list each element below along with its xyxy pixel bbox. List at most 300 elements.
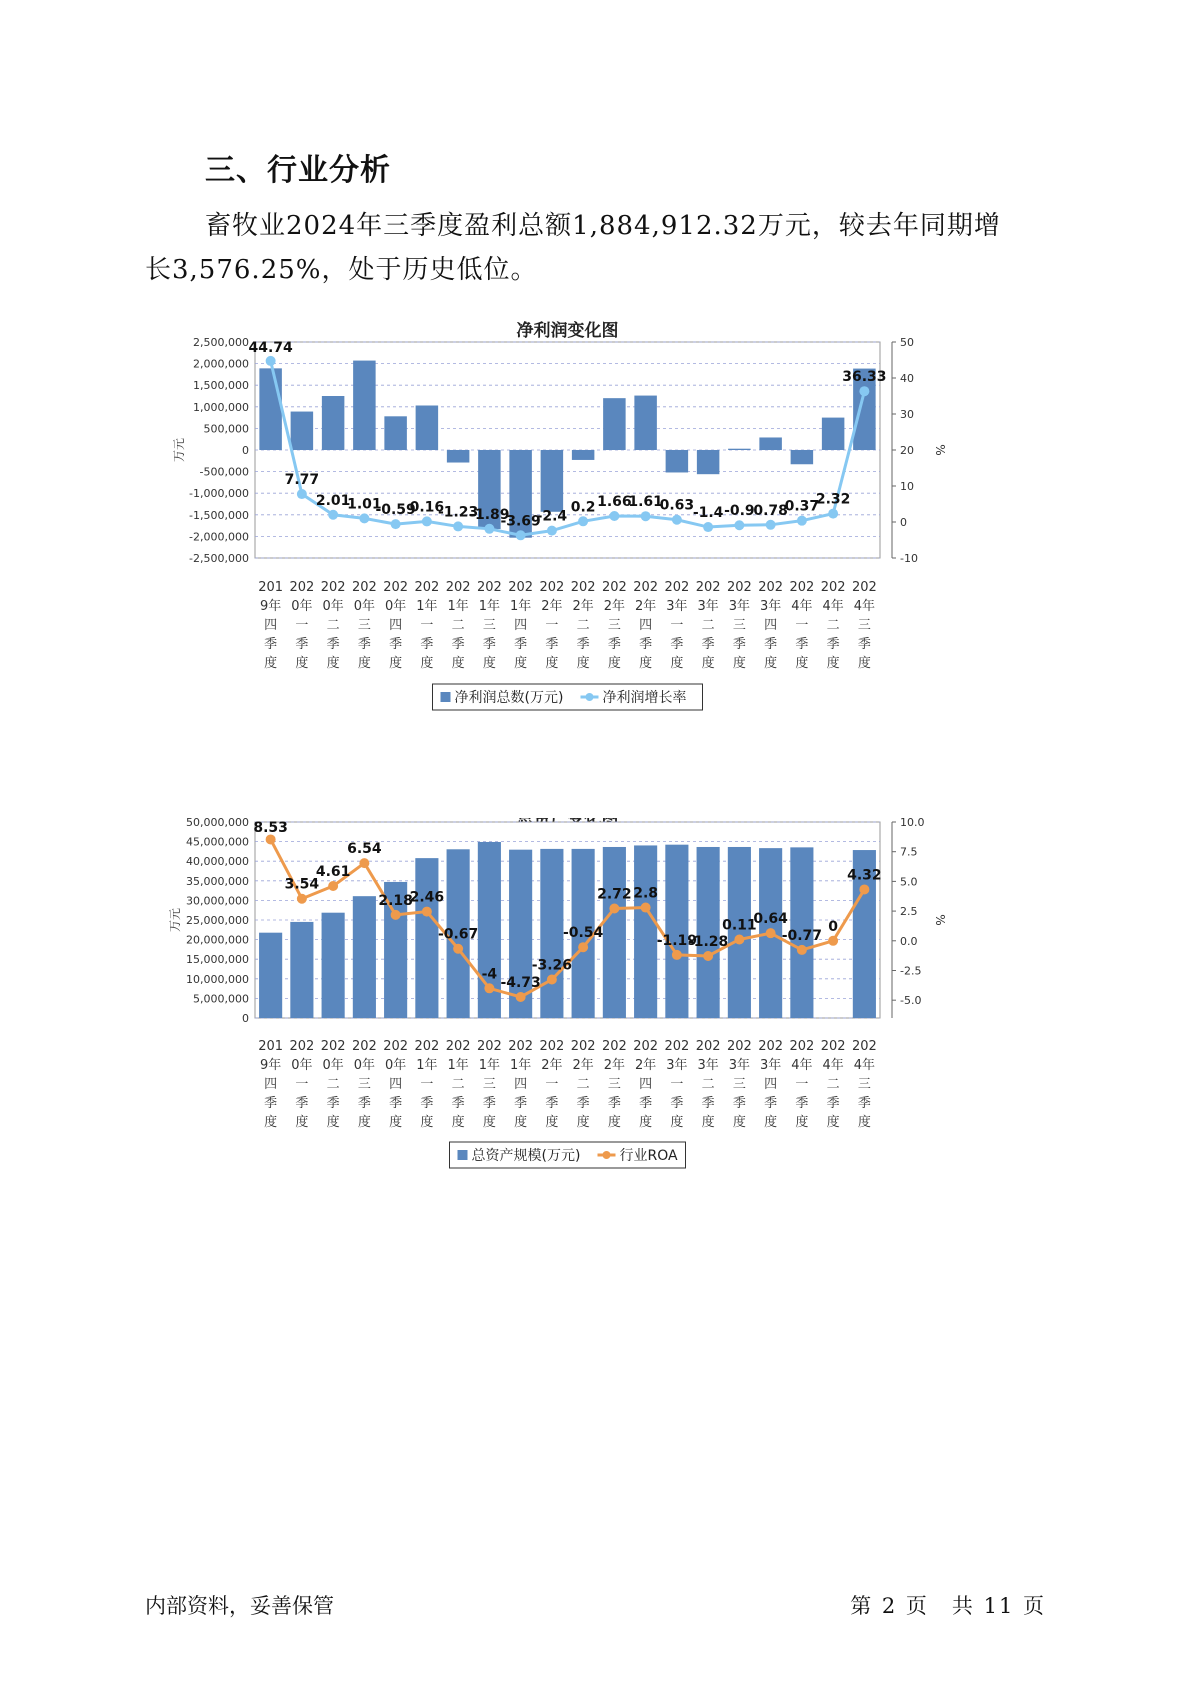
c1-x-tick-label: 1年: [447, 599, 469, 614]
c1-bar: [697, 450, 720, 474]
c1-x-tick-label: 202: [789, 580, 815, 595]
c1-data-label: 0.78: [753, 502, 788, 519]
c1-x-tick-label: 四: [514, 618, 528, 633]
c2-data-label: 2.72: [597, 886, 632, 903]
footer-confidential-note: 内部资料，妥善保管: [145, 1594, 334, 1618]
c2-x-tick-label: 9年: [259, 1058, 282, 1073]
c1-data-label: 1.01: [347, 496, 382, 513]
c2-x-tick-label: 202: [695, 1039, 721, 1054]
c1-x-tick-label: 度: [857, 656, 871, 671]
c2-x-tick-label: 202: [789, 1039, 815, 1054]
c1-x-tick-label: 3年: [666, 599, 688, 614]
c1-data-label: 1.66: [597, 494, 632, 511]
c2-y-tick-label: 15,000,000: [186, 953, 249, 967]
c2-bar: [259, 933, 282, 1018]
c1-x-tick-label: 四: [764, 618, 778, 633]
c2-data-label: -0.54: [562, 925, 604, 942]
c2-y-tick-label: 20,000,000: [186, 933, 249, 947]
c1-x-tick-label: 202: [539, 580, 565, 595]
c1-x-tick-label: 202: [289, 580, 315, 595]
c1-bar: [322, 396, 345, 450]
c2-x-tick-label: 季: [295, 1096, 309, 1111]
c1-x-tick-label: 202: [351, 580, 377, 595]
c1-data-label: 0.2: [570, 499, 596, 516]
c1-x-tick-label: 202: [758, 580, 784, 595]
c1-x-tick-label: 2年: [572, 599, 594, 614]
c1-x-tick-label: 三: [482, 618, 496, 633]
c2-x-tick-label: 季: [701, 1096, 715, 1111]
c2-y-tick-label: 50,000,000: [186, 818, 249, 829]
c2-x-tick-label: 度: [764, 1115, 778, 1130]
c2-x-tick-label: 度: [795, 1115, 809, 1130]
c1-x-tick-label: 季: [795, 637, 809, 652]
c1-line-point: [609, 511, 619, 521]
c1-title: 净利润变化图: [516, 321, 619, 341]
c2-x-tick-label: 度: [514, 1115, 528, 1130]
c1-x-tick-label: 202: [851, 580, 877, 595]
c1-data-label: 36.33: [842, 369, 887, 386]
c2-x-tick-label: 202: [414, 1039, 440, 1054]
c2-x-tick-label: 季: [451, 1096, 465, 1111]
c2-x-tick-label: 202: [445, 1039, 471, 1054]
c2-x-tick-label: 度: [451, 1115, 465, 1130]
c1-x-tick-label: 度: [420, 656, 434, 671]
c1-y2-axis-label: %: [933, 444, 947, 456]
c1-x-tick-label: 202: [601, 580, 627, 595]
c2-x-tick-label: 三: [482, 1077, 496, 1092]
c1-x-tick-label: 季: [451, 637, 465, 652]
c1-x-tick-label: 三: [607, 618, 621, 633]
c2-line-point: [859, 884, 869, 894]
c2-line-point: [609, 903, 619, 913]
c1-data-label: -0.9: [724, 503, 755, 520]
c2-x-tick-label: 四: [389, 1077, 403, 1092]
c1-x-tick-label: 季: [389, 637, 403, 652]
c2-y2-axis-label: %: [933, 914, 947, 926]
c2-y2-tick-label: -5.0: [900, 994, 922, 1008]
c1-x-tick-label: 0年: [353, 599, 376, 614]
c2-x-tick-label: 一: [795, 1077, 809, 1092]
c2-legend-line-marker: [603, 1151, 611, 1159]
c2-x-tick-label: 度: [732, 1115, 746, 1130]
c2-line-point: [672, 950, 682, 960]
c2-x-tick-label: 202: [508, 1039, 534, 1054]
c2-x-tick-label: 二: [326, 1077, 340, 1092]
c1-data-label: 2.01: [315, 492, 351, 509]
c2-y-tick-label: 30,000,000: [186, 894, 249, 908]
c2-y2-tick-label: 7.5: [900, 845, 918, 859]
c2-legend-bar-swatch: [458, 1150, 468, 1160]
c1-y2-tick-label: 30: [900, 408, 914, 421]
c1-line-point: [641, 511, 651, 521]
c1-x-tick-label: 季: [420, 637, 434, 652]
c1-y-tick-label: 1,000,000: [193, 400, 249, 414]
summary-paragraph: 畜牧业2024年三季度盈利总额1,884,912.32万元，较去年同期增长3,576.25%，处于历史低位。: [145, 211, 1001, 285]
c1-y-tick-label: 2,500,000: [193, 336, 249, 349]
c1-x-tick-label: 度: [576, 656, 590, 671]
c1-legend-line-marker: [586, 693, 594, 701]
c1-x-tick-label: 度: [389, 656, 403, 671]
c1-x-tick-label: 度: [514, 656, 528, 671]
c1-x-tick-label: 季: [826, 637, 840, 652]
c2-x-tick-label: 度: [482, 1115, 496, 1130]
c1-line-point: [453, 521, 463, 531]
c2-x-tick-label: 202: [758, 1039, 784, 1054]
c2-x-tick-label: 一: [670, 1077, 684, 1092]
c1-x-tick-label: 202: [383, 580, 409, 595]
c1-bar: [291, 412, 314, 450]
c2-y2-tick-label: -2.5: [900, 964, 922, 978]
c2-x-tick-label: 季: [482, 1096, 496, 1111]
c1-x-tick-label: 度: [545, 656, 559, 671]
c1-bar: [416, 406, 439, 450]
c1-x-tick-label: 一: [795, 618, 809, 633]
c2-x-tick-label: 2年: [634, 1058, 657, 1073]
c1-x-tick-label: 202: [695, 580, 721, 595]
c2-x-tick-label: 二: [576, 1077, 590, 1092]
c2-x-tick-label: 202: [476, 1039, 502, 1054]
c1-bar: [541, 450, 564, 512]
c1-x-tick-label: 度: [295, 656, 309, 671]
c1-x-tick-label: 一: [545, 618, 559, 633]
c1-y-tick-label: 0: [242, 444, 249, 457]
c2-x-tick-label: 3年: [697, 1058, 719, 1073]
c2-x-tick-label: 季: [389, 1096, 403, 1111]
c1-bar: [353, 361, 376, 450]
c2-x-tick-label: 季: [826, 1096, 840, 1111]
c1-x-tick-label: 二: [701, 618, 715, 633]
c1-line-point: [359, 513, 369, 523]
c2-x-tick-label: 二: [451, 1077, 465, 1092]
c2-x-tick-label: 一: [295, 1077, 309, 1092]
c2-y-tick-label: 35,000,000: [186, 874, 249, 888]
c1-x-tick-label: 度: [264, 656, 278, 671]
c1-bar: [666, 450, 689, 472]
c2-legend-line-label: 行业ROA: [619, 1148, 678, 1164]
c2-y-tick-label: 10,000,000: [186, 972, 249, 986]
c2-y2-tick-label: 5.0: [900, 875, 918, 889]
c2-x-tick-label: 四: [764, 1077, 778, 1092]
c1-x-tick-label: 1年: [416, 599, 438, 614]
c2-x-tick-label: 季: [795, 1096, 809, 1111]
c1-x-tick-label: 0年: [384, 599, 407, 614]
c1-line-point: [734, 520, 744, 530]
c1-x-tick-label: 三: [857, 618, 871, 633]
c1-x-tick-label: 季: [482, 637, 496, 652]
c2-data-label: 0.64: [753, 911, 788, 928]
c2-data-label: 4.61: [315, 864, 351, 881]
c2-x-tick-label: 季: [764, 1096, 778, 1111]
c1-x-tick-label: 202: [445, 580, 471, 595]
c1-x-tick-label: 202: [476, 580, 502, 595]
c2-bar: [697, 847, 720, 1018]
c2-data-label: -4: [481, 966, 498, 983]
c2-x-tick-label: 202: [851, 1039, 877, 1054]
c1-line-point: [578, 516, 588, 526]
c1-legend: [433, 684, 703, 710]
c2-x-tick-label: 一: [545, 1077, 559, 1092]
c2-x-tick-label: 度: [607, 1115, 621, 1130]
c2-x-tick-label: 202: [320, 1039, 346, 1054]
c1-data-label: 44.74: [248, 340, 293, 356]
c2-bar: [603, 847, 626, 1018]
c2-x-tick-label: 202: [570, 1039, 596, 1054]
c2-x-tick-label: 202: [820, 1039, 846, 1054]
c2-line-point: [516, 992, 526, 1002]
c1-x-tick-label: 1年: [478, 599, 501, 614]
c1-x-tick-label: 二: [576, 618, 590, 633]
c2-x-tick-label: 度: [576, 1115, 590, 1130]
c1-x-tick-label: 季: [514, 637, 528, 652]
c1-x-tick-label: 季: [357, 637, 371, 652]
c2-x-tick-label: 四: [264, 1077, 278, 1092]
c1-line-point: [266, 356, 276, 366]
c2-x-tick-label: 3年: [759, 1058, 782, 1073]
c2-x-tick-label: 202: [633, 1039, 659, 1054]
c1-x-tick-label: 度: [482, 656, 496, 671]
c1-y-tick-label: -2,000,000: [189, 530, 249, 544]
c1-x-tick-label: 0年: [322, 599, 344, 614]
c1-y-tick-label: -500,000: [199, 465, 249, 479]
c2-data-label: 2.18: [378, 892, 413, 909]
c1-y-tick-label: -2,500,000: [189, 552, 249, 565]
c2-x-tick-label: 度: [357, 1115, 371, 1130]
c1-x-tick-label: 202: [508, 580, 534, 595]
c2-line-point: [484, 983, 494, 993]
c2-y2-tick-label: 10.0: [900, 818, 925, 829]
c2-x-tick-label: 1年: [416, 1058, 438, 1073]
c1-line-point: [516, 530, 526, 540]
c2-x-tick-label: 度: [264, 1115, 278, 1130]
c1-line-point: [859, 386, 869, 396]
c2-x-tick-label: 度: [420, 1115, 434, 1130]
c2-x-tick-label: 度: [701, 1115, 715, 1130]
c1-line-point: [797, 516, 807, 526]
c1-data-label: 0.37: [784, 498, 820, 515]
c1-y-tick-label: 500,000: [203, 422, 249, 436]
c1-y-tick-label: -1,500,000: [189, 508, 249, 522]
c2-data-label: -0.77: [781, 927, 823, 944]
c1-bar: [759, 437, 782, 450]
c1-x-tick-label: 201: [258, 580, 284, 595]
c1-x-tick-label: 度: [670, 656, 684, 671]
c1-data-label: -2.4: [536, 508, 568, 525]
c1-x-tick-label: 4年: [791, 599, 813, 614]
c2-x-tick-label: 202: [289, 1039, 315, 1054]
c1-x-tick-label: 一: [670, 618, 684, 633]
c1-x-tick-label: 四: [389, 618, 403, 633]
c2-x-tick-label: 3年: [666, 1058, 688, 1073]
c1-data-label: 7.77: [284, 472, 320, 489]
c2-x-tick-label: 季: [514, 1096, 528, 1111]
c2-y-tick-label: 25,000,000: [186, 914, 249, 927]
c1-legend-bar-swatch: [441, 692, 451, 702]
c1-bar: [572, 450, 595, 460]
c2-x-tick-label: 202: [383, 1039, 409, 1054]
c2-bar: [540, 849, 563, 1018]
c1-x-tick-label: 202: [820, 580, 846, 595]
c1-x-tick-label: 季: [701, 637, 715, 652]
c2-x-tick-label: 季: [670, 1096, 684, 1111]
c1-line-point: [328, 510, 338, 520]
c2-bar: [322, 913, 345, 1018]
c1-bar: [259, 368, 282, 450]
c1-line-point: [391, 519, 401, 529]
c2-bar: [353, 896, 376, 1018]
c1-y-tick-label: -1,000,000: [189, 487, 249, 501]
c2-line-point: [703, 951, 713, 961]
c1-x-tick-label: 2年: [603, 599, 626, 614]
c1-y2-tick-label: 40: [900, 372, 914, 385]
c1-x-tick-label: 二: [326, 618, 340, 633]
c1-x-tick-label: 度: [326, 656, 340, 671]
c2-line-point: [828, 936, 838, 946]
c2-line-point: [453, 944, 463, 954]
c1-x-tick-label: 季: [764, 637, 778, 652]
c2-x-tick-label: 季: [857, 1096, 871, 1111]
total-assets-chart: [160, 818, 1060, 1278]
c1-x-tick-label: 季: [639, 637, 653, 652]
c2-x-tick-label: 季: [639, 1096, 653, 1111]
c2-x-tick-label: 三: [607, 1077, 621, 1092]
c1-data-label: 0.63: [659, 497, 695, 514]
c2-x-tick-label: 季: [607, 1096, 621, 1111]
c2-x-tick-label: 二: [701, 1077, 715, 1092]
c2-x-tick-label: 1年: [447, 1058, 469, 1073]
c2-y-tick-label: 0: [242, 1012, 249, 1025]
c2-x-tick-label: 2年: [603, 1058, 626, 1073]
c2-x-tick-label: 度: [826, 1115, 840, 1130]
c2-x-tick-label: 1年: [478, 1058, 501, 1073]
c1-y2-tick-label: 50: [900, 336, 914, 349]
c1-x-tick-label: 季: [607, 637, 621, 652]
c1-y-tick-label: 2,000,000: [193, 357, 249, 371]
c2-x-tick-label: 202: [664, 1039, 690, 1054]
c2-data-label: -0.67: [437, 926, 479, 943]
c1-data-label: -1.4: [692, 505, 724, 522]
c2-data-label: 2.8: [633, 885, 659, 902]
c2-x-tick-label: 三: [357, 1077, 371, 1092]
c2-x-tick-label: 0年: [353, 1058, 376, 1073]
c1-x-tick-label: 4年: [853, 599, 876, 614]
c2-data-label: 8.53: [253, 820, 288, 836]
c1-data-label: -1.23: [437, 504, 479, 521]
c1-line-point: [547, 526, 557, 536]
c1-x-tick-label: 9年: [259, 599, 282, 614]
net-profit-chart-svg: [160, 320, 1060, 770]
c1-line-point: [703, 522, 713, 532]
c1-x-tick-label: 季: [732, 637, 746, 652]
footer-page-number: 第 2 页 共 11 页: [850, 1594, 1046, 1618]
c1-bar: [791, 450, 814, 464]
c2-x-tick-label: 1年: [509, 1058, 532, 1073]
c1-x-tick-label: 度: [451, 656, 465, 671]
c1-x-tick-label: 季: [295, 637, 309, 652]
c2-x-tick-label: 四: [514, 1077, 528, 1092]
c1-x-tick-label: 度: [701, 656, 715, 671]
c2-line-point: [297, 894, 307, 904]
c1-y-tick-label: 1,500,000: [193, 379, 249, 393]
c2-x-tick-label: 4年: [853, 1058, 876, 1073]
c2-line-point: [766, 928, 776, 938]
c2-x-tick-label: 二: [826, 1077, 840, 1092]
c1-y2-tick-label: 0: [900, 516, 907, 529]
c2-x-tick-label: 202: [351, 1039, 377, 1054]
c1-x-tick-label: 2年: [634, 599, 657, 614]
c2-data-label: -4.73: [500, 974, 541, 991]
c1-bar: [447, 450, 470, 463]
c2-line-point: [422, 907, 432, 917]
c2-x-tick-label: 一: [420, 1077, 434, 1092]
c1-y2-tick-label: 20: [900, 444, 914, 457]
section-heading: 三、行业分析: [205, 153, 391, 188]
c1-x-tick-label: 3年: [728, 599, 751, 614]
c2-x-tick-label: 2年: [572, 1058, 594, 1073]
c2-y2-tick-label: 2.5: [900, 905, 918, 919]
c1-line-point: [484, 524, 494, 534]
c1-x-tick-label: 季: [326, 637, 340, 652]
c1-data-label: 1.61: [628, 494, 663, 511]
c1-bar: [822, 418, 845, 450]
c1-x-tick-label: 202: [320, 580, 346, 595]
c1-x-tick-label: 一: [295, 618, 309, 633]
c2-line-point: [641, 903, 651, 913]
c1-x-tick-label: 202: [633, 580, 659, 595]
c2-line-point: [578, 942, 588, 952]
c1-x-tick-label: 度: [764, 656, 778, 671]
c2-x-tick-label: 度: [389, 1115, 403, 1130]
c1-bar: [384, 416, 407, 450]
c1-x-tick-label: 3年: [759, 599, 782, 614]
c2-data-label: 2.46: [409, 889, 445, 906]
c1-x-tick-label: 202: [726, 580, 752, 595]
c2-y-tick-label: 45,000,000: [186, 835, 249, 849]
c2-x-tick-label: 度: [545, 1115, 559, 1130]
c2-x-tick-label: 4年: [822, 1058, 844, 1073]
c2-line-point: [797, 945, 807, 955]
c1-legend-bar-label: 净利润总数(万元): [454, 690, 564, 706]
c2-x-tick-label: 度: [639, 1115, 653, 1130]
c1-x-tick-label: 度: [357, 656, 371, 671]
c2-y-axis-label: 万元: [168, 907, 182, 933]
c2-y2-tick-label: 0.0: [900, 934, 918, 948]
c2-x-tick-label: 0年: [291, 1058, 313, 1073]
c2-line-point: [734, 934, 744, 944]
c1-x-tick-label: 二: [451, 618, 465, 633]
total-assets-chart-svg: [160, 818, 1060, 1278]
c2-data-label: -1.19: [656, 932, 698, 949]
c2-data-label: 0: [828, 918, 838, 935]
c1-x-tick-label: 季: [670, 637, 684, 652]
c2-x-tick-label: 季: [732, 1096, 746, 1111]
c1-x-tick-label: 度: [639, 656, 653, 671]
c2-bar: [415, 858, 438, 1018]
c1-x-tick-label: 度: [826, 656, 840, 671]
c1-x-tick-label: 一: [420, 618, 434, 633]
c2-data-label: 3.54: [284, 876, 320, 893]
c2-x-tick-label: 201: [258, 1039, 284, 1054]
c1-x-tick-label: 二: [826, 618, 840, 633]
c2-x-tick-label: 季: [420, 1096, 434, 1111]
c1-x-tick-label: 4年: [822, 599, 844, 614]
c2-x-tick-label: 度: [295, 1115, 309, 1130]
c1-y2-tick-label: 10: [900, 480, 914, 493]
c1-x-tick-label: 度: [732, 656, 746, 671]
c2-x-tick-label: 季: [326, 1096, 340, 1111]
c1-line-point: [828, 509, 838, 519]
c1-legend-line-label: 净利润增长率: [602, 690, 687, 706]
c2-line-point: [328, 881, 338, 891]
